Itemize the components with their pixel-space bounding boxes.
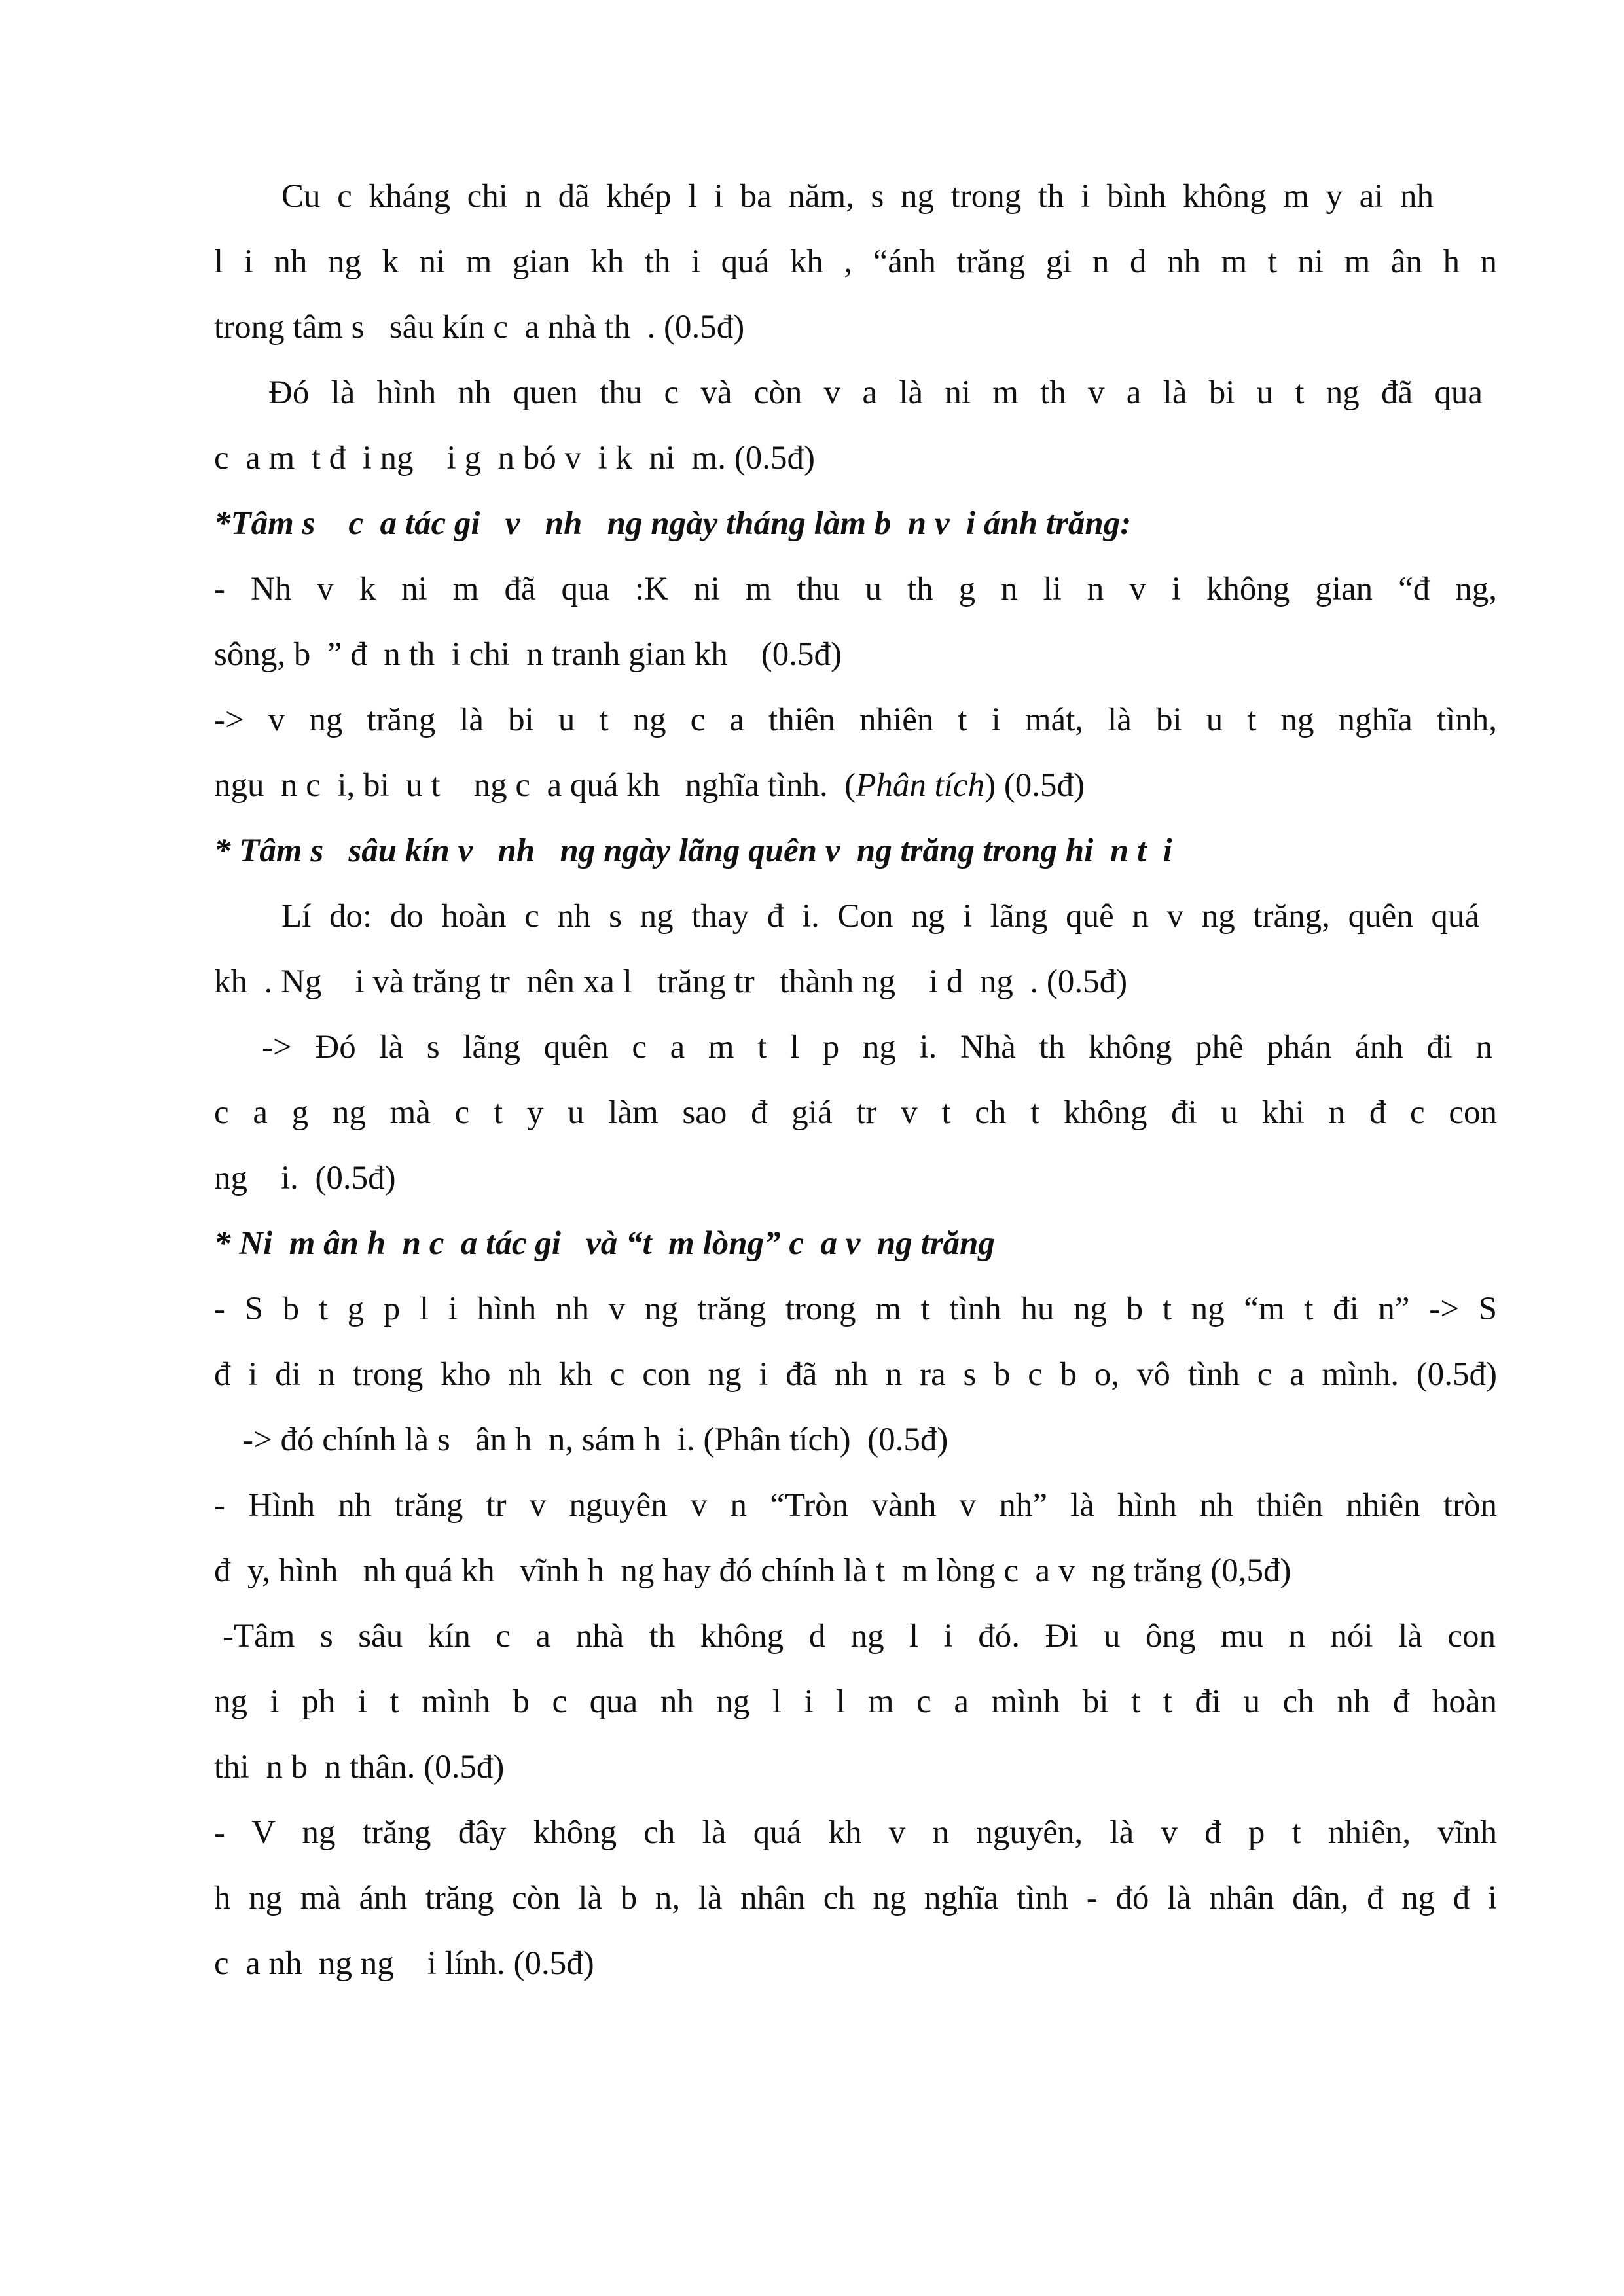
text-line-19: - S b t g p l i hình nh v ng trăng trong m t tình hu ng b t ng “m t đi n” -> S (214, 1291, 1497, 1327)
text-line-28: h ng mà ánh trăng còn là b n, là nhân ch ng nghĩa tình - đó là nhân dân, đ ng đ i (214, 1880, 1497, 1916)
text-line-9: -> v ng trăng là bi u t ng c a thiên nhiên t i mát, là bi u t ng nghĩa tình, (214, 702, 1497, 738)
text-line-16: c a g ng mà c t y u làm sao đ giá tr v t ch t không đi u khi n đ c con (214, 1094, 1497, 1131)
text-line-15: -> Đó là s lãng quên c a m t l p ng i. Nhà th không phê phán ánh đi n (262, 1029, 1492, 1066)
section-heading-2: * Tâm s sâu kín v nh ng ngày lãng quên v ng trăng trong hi n t i (214, 833, 1172, 869)
text-line-22: - Hình nh trăng tr v nguyên v n “Tròn vành v nh” là hình nh thiên nhiên tròn (214, 1487, 1497, 1524)
text-line-26: thi n b n thân. (0.5đ) (214, 1749, 505, 1785)
analysis-note-close: ) (984, 767, 1004, 804)
text-line-27: - V ng trăng đây không ch là quá kh v n nguyên, là v đ p t nhiên, vĩnh (214, 1814, 1497, 1851)
text-line-4: Đó là hình nh quen thu c và còn v a là ni m th v a là bi u t ng đã qua (268, 374, 1483, 411)
text-line-17: ng i. (0.5đ) (214, 1160, 396, 1196)
analysis-note: Phân tích (856, 767, 985, 804)
text-line-23: đ y, hình nh quá kh vĩnh h ng hay đó chính là t m lòng c a v ng trăng (0,5đ) (214, 1552, 1291, 1589)
analysis-note-open: ( (844, 767, 856, 804)
score-label: (0.5đ) (1003, 767, 1085, 804)
text-line-1: Cu c kháng chi n dã khép l i ba năm, s ng trong th i bình không m y ai nh (281, 178, 1434, 215)
text-line-10-main: ngu n c i, bi u t ng c a quá kh nghĩa tình. (214, 767, 828, 804)
text-line-29: c a nh ng ng i lính. (0.5đ) (214, 1945, 594, 1982)
section-heading-1: *Tâm s c a tác gi v nh ng ngày tháng làm b n v i ánh trăng: (214, 505, 1132, 542)
text-line-5: c a m t đ i ng i g n bó v i k ni m. (0.5đ) (214, 440, 815, 476)
text-line-8: sông, b ” đ n th i chi n tranh gian kh (0.5đ) (214, 636, 842, 673)
text-line-24: -Tâm s sâu kín c a nhà th không d ng l i đó. Đi u ông mu n nói là con (223, 1618, 1496, 1655)
section-heading-3: * Ni m ân h n c a tác gi và “t m lòng” c a v ng trăng (214, 1225, 995, 1262)
text-line-7: - Nh v k ni m đã qua :K ni m thu u th g n li n v i không gian “đ ng, (214, 571, 1497, 607)
text-line-3: trong tâm s sâu kín c a nhà th . (0.5đ) (214, 309, 745, 346)
text-line-2: l i nh ng k ni m gian kh th i quá kh , “ánh trăng gi n d nh m t ni m ân h n (214, 243, 1497, 280)
text-line-25: ng i ph i t mình b c qua nh ng l i l m c a mình bi t t đi u ch nh đ hoàn (214, 1683, 1497, 1720)
text-line-21: -> đó chính là s ân h n, sám h i. (Phân tích) (0.5đ) (242, 1422, 948, 1458)
text-line-13: Lí do: do hoàn c nh s ng thay đ i. Con ng i lãng quê n v ng trăng, quên quá (281, 898, 1479, 935)
text-line-20: đ i di n trong kho nh kh c con ng i đã nh n ra s b c b o, vô tình c a mình. (0.5đ) (214, 1356, 1497, 1393)
text-line-10 (214, 766, 1497, 805)
text-line-14: kh . Ng i và trăng tr nên xa l trăng tr thành ng i d ng . (0.5đ) (214, 963, 1128, 1000)
